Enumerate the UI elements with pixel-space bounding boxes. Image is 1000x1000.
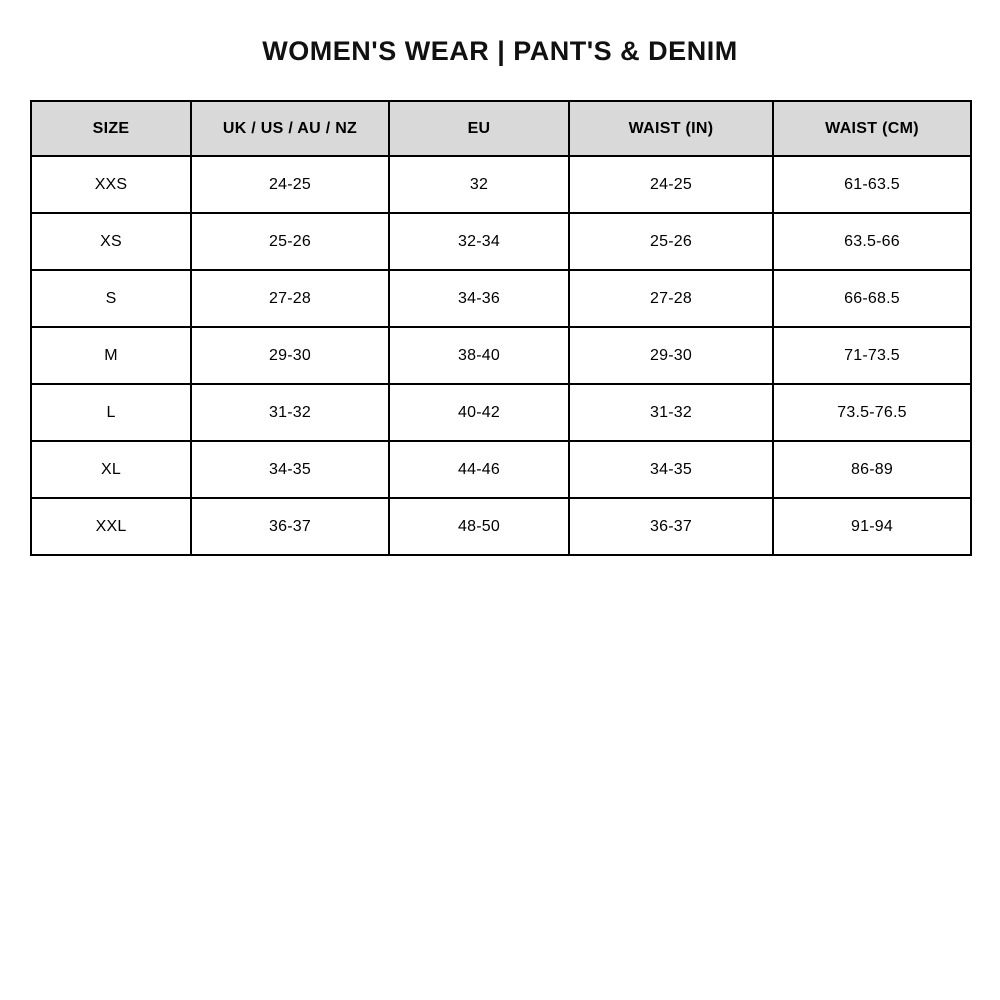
waist-in-cell: 27-28 xyxy=(569,270,773,327)
uk-us-au-nz-cell: 29-30 xyxy=(191,327,389,384)
size-cell: L xyxy=(31,384,191,441)
column-header-waist-in: WAIST (IN) xyxy=(569,101,773,156)
waist-cm-cell: 71-73.5 xyxy=(773,327,971,384)
waist-cm-cell: 91-94 xyxy=(773,498,971,555)
table-row xyxy=(31,384,971,441)
column-header-eu: EU xyxy=(389,101,569,156)
waist-in-cell: 25-26 xyxy=(569,213,773,270)
size-table xyxy=(30,100,972,556)
uk-us-au-nz-cell: 31-32 xyxy=(191,384,389,441)
table-row xyxy=(31,213,971,270)
waist-cm-cell: 86-89 xyxy=(773,441,971,498)
size-table-container xyxy=(30,100,970,556)
waist-in-cell: 31-32 xyxy=(569,384,773,441)
eu-cell: 38-40 xyxy=(389,327,569,384)
waist-cm-cell: 61-63.5 xyxy=(773,156,971,213)
uk-us-au-nz-cell: 34-35 xyxy=(191,441,389,498)
column-header-uk-us-au-nz: UK / US / AU / NZ xyxy=(191,101,389,156)
uk-us-au-nz-cell: 27-28 xyxy=(191,270,389,327)
table-row xyxy=(31,270,971,327)
eu-cell: 32-34 xyxy=(389,213,569,270)
column-header-waist-cm: WAIST (CM) xyxy=(773,101,971,156)
table-row xyxy=(31,156,971,213)
uk-us-au-nz-cell: 25-26 xyxy=(191,213,389,270)
eu-cell: 40-42 xyxy=(389,384,569,441)
size-cell: XS xyxy=(31,213,191,270)
waist-in-cell: 34-35 xyxy=(569,441,773,498)
header-row xyxy=(31,101,971,156)
eu-cell: 48-50 xyxy=(389,498,569,555)
size-cell: S xyxy=(31,270,191,327)
size-cell: M xyxy=(31,327,191,384)
page-title: WOMEN'S WEAR | PANT'S & DENIM xyxy=(262,36,738,66)
table-row xyxy=(31,441,971,498)
waist-in-cell: 29-30 xyxy=(569,327,773,384)
column-header-size: SIZE xyxy=(31,101,191,156)
eu-cell: 32 xyxy=(389,156,569,213)
size-cell: XXS xyxy=(31,156,191,213)
waist-cm-cell: 66-68.5 xyxy=(773,270,971,327)
eu-cell: 34-36 xyxy=(389,270,569,327)
size-cell: XXL xyxy=(31,498,191,555)
table-row xyxy=(31,327,971,384)
size-table-body xyxy=(31,156,971,555)
table-row xyxy=(31,498,971,555)
waist-cm-cell: 63.5-66 xyxy=(773,213,971,270)
uk-us-au-nz-cell: 36-37 xyxy=(191,498,389,555)
uk-us-au-nz-cell: 24-25 xyxy=(191,156,389,213)
waist-in-cell: 36-37 xyxy=(569,498,773,555)
size-cell: XL xyxy=(31,441,191,498)
waist-cm-cell: 73.5-76.5 xyxy=(773,384,971,441)
eu-cell: 44-46 xyxy=(389,441,569,498)
waist-in-cell: 24-25 xyxy=(569,156,773,213)
size-table-header xyxy=(31,101,971,156)
